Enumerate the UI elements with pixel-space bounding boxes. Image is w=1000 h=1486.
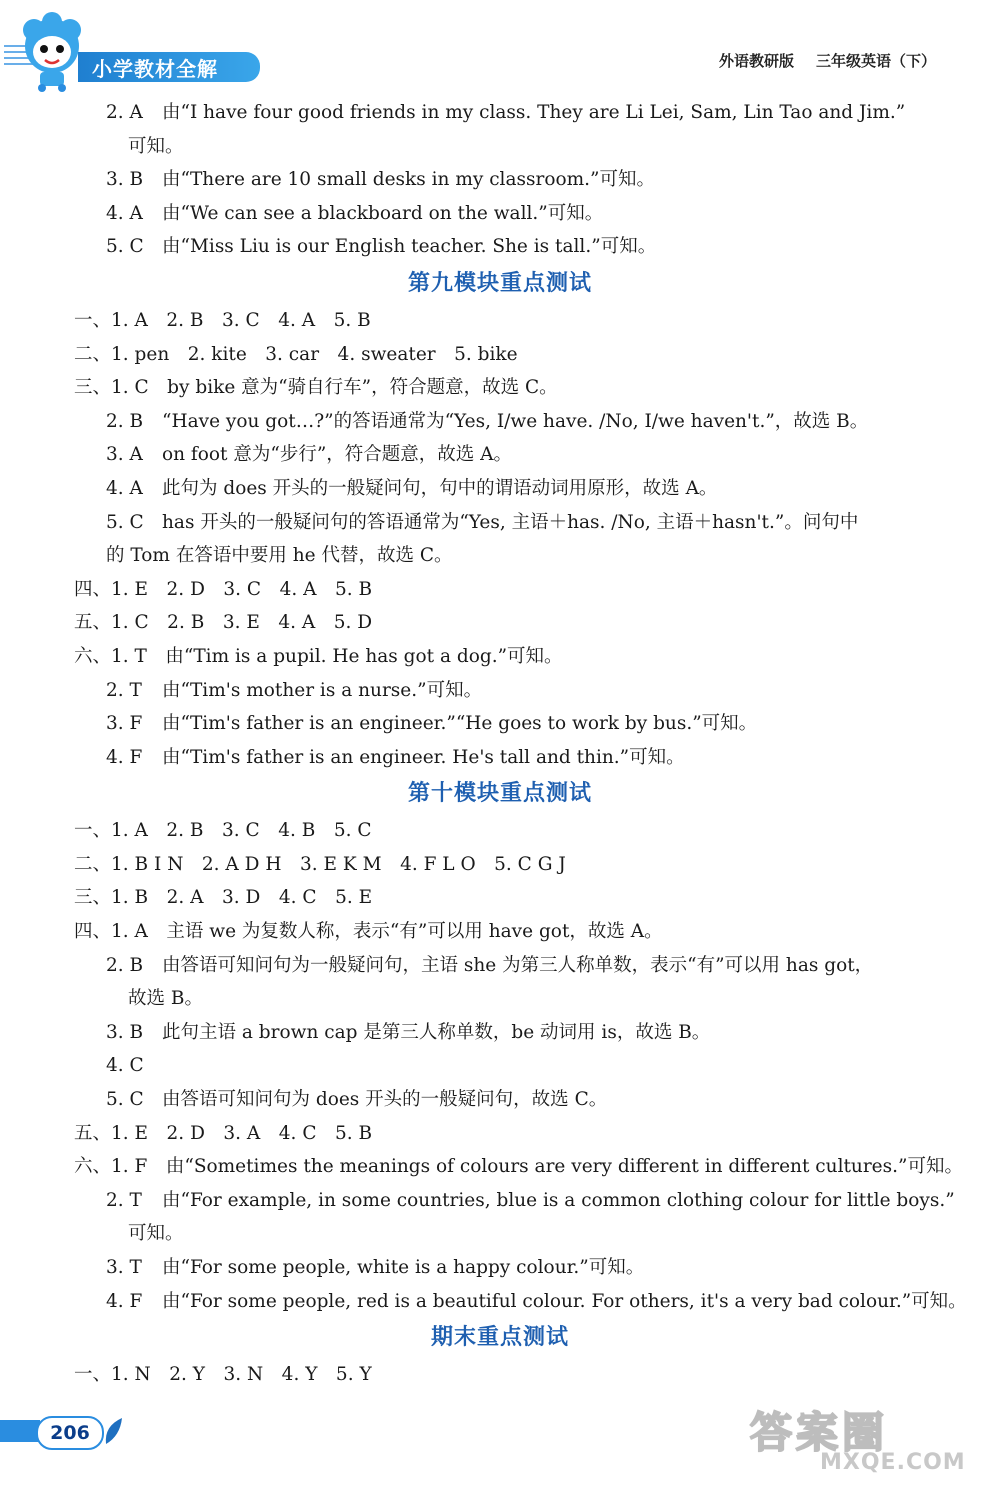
- answer-number: 3. T: [106, 1257, 142, 1278]
- answer-number: 2. A: [106, 102, 143, 123]
- answer-item: [0, 96, 1000, 130]
- answer-number: 2. T: [106, 1189, 142, 1211]
- answer-item: [0, 1184, 1000, 1218]
- answer-continuation: 的 Tom 在答语中要用 he 代替，故选 C。: [106, 545, 453, 567]
- publisher-label: 外语教研版: [718, 52, 794, 70]
- answer-item: [0, 741, 1000, 775]
- answer-item: [0, 506, 1000, 540]
- answer-explanation: 由答语可知问句为 does 开头的一般疑问句，故选 C。: [162, 1089, 608, 1111]
- answer-item: [0, 438, 1000, 472]
- answer-line: 四、1. E 2. D 3. C 4. A 5. B: [74, 578, 373, 600]
- answer-number: 4. F: [106, 1290, 143, 1312]
- answer-line: 二、1. B I N 2. A D H 3. E K M 4. F L O 5. C G J: [74, 853, 566, 875]
- answer-content: [0, 96, 1000, 1392]
- answer-continuation: 可知。: [128, 135, 184, 157]
- leaf-icon: [102, 1416, 124, 1446]
- answer-explanation: “Have you got…?”的答语通常为“Yes, I/we have. /No, I/we haven't.”，故选 B。: [162, 410, 869, 432]
- answer-line: 一、1. N 2. Y 3. N 4. Y 5. Y: [74, 1364, 372, 1386]
- watermark-url: MXQE.COM: [820, 1450, 966, 1475]
- answer-explanation: has 开头的一般疑问句的答语通常为“Yes, 主语＋has. /No, 主语＋hasn't.”。问句中: [162, 511, 859, 533]
- answer-item: [0, 197, 1000, 231]
- section-title: 期末重点测试: [430, 1325, 569, 1351]
- answer-number: 3. B: [106, 1021, 144, 1043]
- answer-item: [0, 1083, 1000, 1117]
- answer-number: 5. C: [106, 511, 144, 533]
- answer-number: 3. A: [106, 444, 143, 466]
- answer-explanation: 由“There are 10 small desks in my classroom.”可知。: [162, 169, 655, 191]
- book-info: [719, 50, 936, 71]
- answer-item: [0, 674, 1000, 708]
- answer-item: [0, 1049, 1000, 1083]
- answer-explanation: on foot 意为“步行”，符合题意，故选 A。: [162, 444, 513, 466]
- answer-number: 3. F: [106, 713, 143, 735]
- answer-explanation: 由“Tim's father is an engineer.”“He goes to work by bus.”可知。: [162, 713, 758, 735]
- answer-explanation: 由“For some people, white is a happy colour.”可知。: [162, 1257, 645, 1278]
- answer-line: 三、1. C by bike 意为“骑自行车”，符合题意，故选 C。: [74, 377, 558, 399]
- answer-continuation: 可知。: [128, 1223, 184, 1245]
- answer-item: [0, 1016, 1000, 1050]
- section-title: 第十模块重点测试: [407, 781, 592, 807]
- page-header: [0, 0, 1000, 92]
- answer-number: 4. C: [106, 1055, 144, 1077]
- answer-number: 5. C: [106, 236, 144, 258]
- answer-continuation: 故选 B。: [128, 988, 203, 1010]
- answer-number: 2. B: [106, 410, 144, 432]
- answer-item: [0, 1285, 1000, 1319]
- answer-item: [0, 405, 1000, 439]
- answer-line: 六、1. T 由“Tim is a pupil. He has got a dog.”可知。: [74, 645, 563, 667]
- answer-item: [0, 230, 1000, 264]
- grade-subject-label: 三年级英语（下）: [815, 52, 936, 70]
- section-title: 第九模块重点测试: [407, 270, 592, 296]
- answer-line: 三、1. B 2. A 3. D 4. C 5. E: [74, 887, 373, 909]
- answer-explanation: 由“I have four good friends in my class. They are Li Lei, Sam, Lin Tao and Jim.”: [162, 102, 906, 123]
- answer-line: 五、1. E 2. D 3. A 4. C 5. B: [74, 1122, 373, 1144]
- answer-explanation: 此句主语 a brown cap 是第三人称单数，be 动词用 is，故选 B。: [162, 1021, 711, 1043]
- answer-line: 一、1. A 2. B 3. C 4. A 5. B: [74, 309, 371, 331]
- watermark: [730, 1400, 992, 1482]
- answer-number: 5. C: [106, 1089, 144, 1111]
- answer-item: [0, 472, 1000, 506]
- page-number: 206: [36, 1416, 104, 1450]
- answer-explanation: 由“Tim's father is an engineer. He's tall and thin.”可知。: [162, 746, 685, 768]
- answer-number: 4. A: [106, 477, 143, 499]
- answer-number: 3. B: [106, 169, 144, 191]
- answer-number: 4. F: [106, 746, 143, 768]
- answer-explanation: 此句为 does 开头的一般疑问句，句中的谓语动词用原形，故选 A。: [162, 477, 718, 499]
- answer-item: [0, 1251, 1000, 1285]
- answer-number: 2. B: [106, 954, 144, 976]
- answer-number: 4. A: [106, 202, 143, 224]
- answer-item: [0, 707, 1000, 741]
- answer-explanation: 由“Miss Liu is our English teacher. She is tall.”可知。: [162, 236, 657, 258]
- watermark-text: 答案圈: [750, 1408, 889, 1457]
- answer-explanation: 由答语可知问句为一般疑问句，主语 she 为第三人称单数，表示“有”可以用 has got，: [162, 954, 874, 976]
- answer-explanation: 由“Tim's mother is a nurse.”可知。: [162, 679, 483, 701]
- answer-line: 四、1. A 主语 we 为复数人称，表示“有”可以用 have got，故选 A。: [74, 921, 663, 943]
- answer-line: 六、1. F 由“Sometimes the meanings of colours are very different in different cultures.”可知。: [74, 1156, 963, 1178]
- answer-line: 一、1. A 2. B 3. C 4. B 5. C: [74, 820, 372, 842]
- answer-line: 五、1. C 2. B 3. E 4. A 5. D: [74, 612, 373, 634]
- brand-title: 小学教材全解: [92, 57, 218, 81]
- answer-explanation: 由“We can see a blackboard on the wall.”可知。: [162, 202, 604, 224]
- answer-number: 2. T: [106, 679, 142, 701]
- answer-explanation: 由“For some people, red is a beautiful colour. For others, it's a very bad colour.”可知。: [162, 1290, 967, 1312]
- answer-explanation: 由“For example, in some countries, blue is a common clothing colour for little boys.”: [162, 1189, 955, 1211]
- answer-item: [0, 949, 1000, 983]
- answer-line: 二、1. pen 2. kite 3. car 4. sweater 5. bike: [74, 343, 518, 365]
- answer-item: [0, 163, 1000, 197]
- page-tab: [0, 1420, 40, 1442]
